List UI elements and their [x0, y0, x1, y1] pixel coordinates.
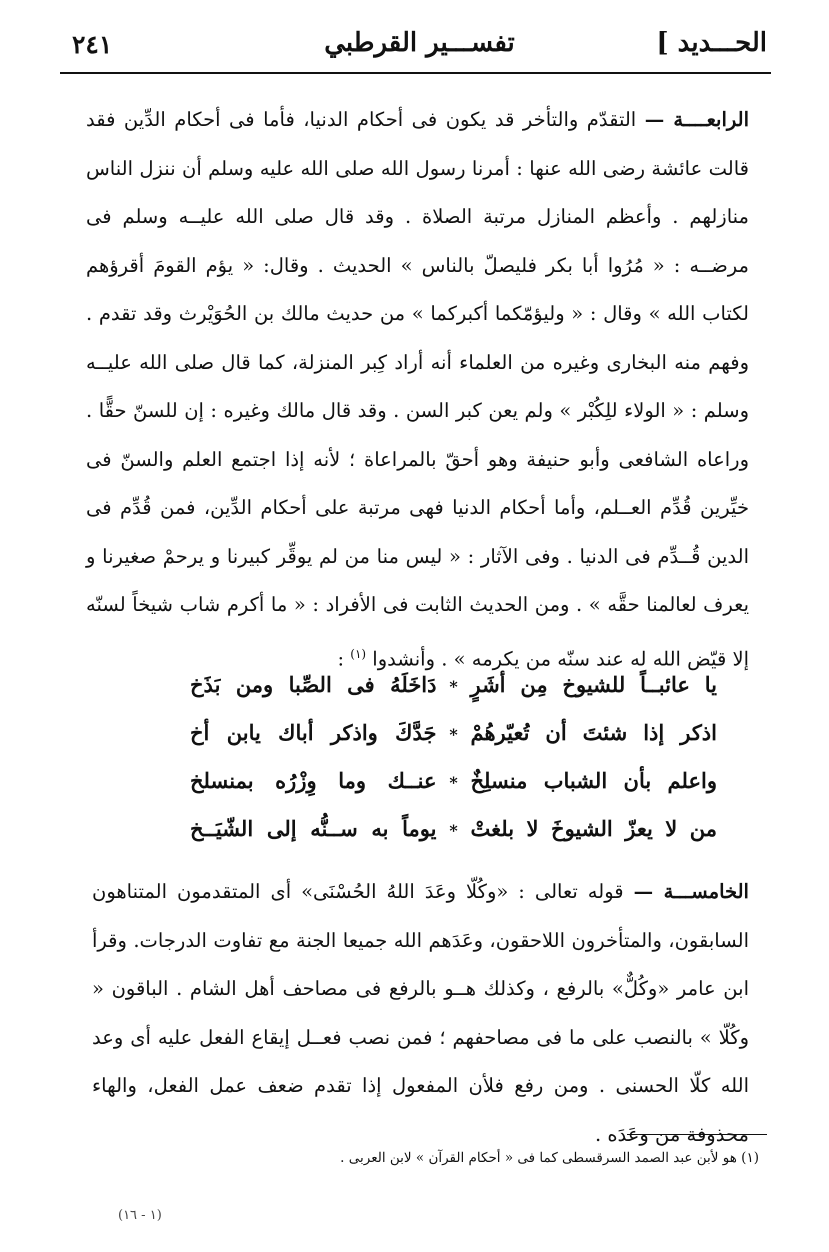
footnote: (١) هو لأبن عبد الصمد السرقسطى كما فى « أحكام القرآن » لابن العربى . [340, 1150, 759, 1166]
verse-second-hemistich: دَاخَلَهُ فى الصِّبا ومن بَذَخ [190, 672, 437, 697]
section-fifth-text: قوله تعالى : «وكُلّا وعَدَ اللهُ الحُسْنَى» أى المتقدمون المتناهون السابقون، والمتأخرون اللاحقون، وعَدَهم الله جميعا الجنة مع تفاوت الدرجات. وقرأ ابن عامر «وكُلٌّ» بالرفع ، وكذلك هــو بالرفع فى مصاحف أهل الشام . الباقون « وكُلّا » بالنصب على ما فى مصاحفهم ؛ فمن نصب فعــل إيقاع الفعل عليه أى وعد الله كلّا الحسنى . ومن رفع فلأن المفعول إذا تقدم ضعف عمل الفعل، والهاء محذوفة من وعَدَه . [92, 880, 749, 1146]
footnote-rule [627, 1134, 767, 1135]
header-rule [60, 72, 771, 74]
section-fifth [92, 868, 749, 1159]
page-number: ٢٤١ [72, 30, 113, 59]
verse-separator: * [449, 821, 458, 840]
poem-verse [190, 672, 717, 720]
section-fourth-paragraph [86, 96, 749, 684]
book-title: تفســـير القرطبي [324, 28, 515, 58]
verse-separator: * [449, 725, 458, 744]
section-fourth-lead: الرابعــــة — [644, 108, 750, 131]
verse-second-hemistich: جَدَّكَ واذكر أباك يابن أخ [190, 720, 437, 745]
footnote-marker: (١) [350, 646, 367, 661]
verse-first-hemistich: اذكر إذا شئتَ أن تُعيّرهُمْ [470, 720, 717, 745]
section-fourth-tail: : [337, 647, 351, 670]
chapter-title: الحـــديد ] [656, 28, 767, 58]
verse-second-hemistich: يوماً به ســنُّه إلى الشّيَــخ [190, 816, 437, 841]
section-fifth-paragraph [92, 868, 749, 1159]
verse-first-hemistich: من لا يعزّ الشيوخَ لا بلغتْ [470, 816, 717, 841]
section-fourth-text: التقدّم والتأخر قد يكون فى أحكام الدنيا، فأما فى أحكام الدِّين فقد قالت عائشة رضى الله عنها : أمرنا رسول الله صلى الله عليه وسلم أن ننزل الناس منازلهم . وأعظم المنازل مرتبة الصلاة . وقد قال صلى الله عليــه وسلم فى مرضــه : « مُرُوا أبا بكر فليصلّ بالناس » الحديث . وقال: « يؤم القومَ أقرؤهم لكتاب الله » وقال : « وليؤمّكما أكبركما » من حديث مالك بن الحُوَيْرث وقد تقدم . وفهم منه البخارى وغيره من العلماء أنه أراد كِبر المنزلة، كما قال صلى الله عليــه وسلم : « الولاء للِكُبْر » ولم يعن كبر السن . وقد قال مالك وغيره : إن للسنّ حقًّا . وراعاه الشافعى وأبو حنيفة وهو أحقّ بالمراعاة ؛ لأنه إذا اجتمع العلم والسنّ فى خيِّرين قُدِّم العــلم، وأما أحكام الدنيا فهى مرتبة على أحكام الدِّين، فمن قُدِّم فى الدين قُــدِّم فى الدنيا . وفى الآثار : « ليس منا من لم يوقِّر كبيرنا و يرحمْ صغيرنا و يعرف لعالمنا حقَّه » . ومن الحديث الثابت فى الأفراد : « ما أكرم شاب شيخاً لسنّه إلا قيّض الله له عند سنّه من يكرمه » . وأنشدوا [86, 108, 749, 670]
poem-verse [190, 768, 717, 816]
printer-signature: (١ - ١٦) [118, 1208, 162, 1223]
poem-verse [190, 816, 717, 864]
verse-first-hemistich: يا عائبــاً للشيوخ مِن أشَرٍ [470, 672, 717, 697]
section-fifth-lead: الخامســـة — [633, 880, 749, 903]
verse-second-hemistich: عنــك وما وِزْرُه بمنسلخ [190, 768, 437, 793]
poem-verse [190, 720, 717, 768]
verse-first-hemistich: واعلم بأن الشباب منسلِخٌ [470, 768, 717, 793]
poem [190, 672, 717, 864]
verse-separator: * [449, 773, 458, 792]
section-fourth [86, 96, 749, 684]
running-header [72, 28, 767, 70]
verse-separator: * [449, 677, 458, 696]
